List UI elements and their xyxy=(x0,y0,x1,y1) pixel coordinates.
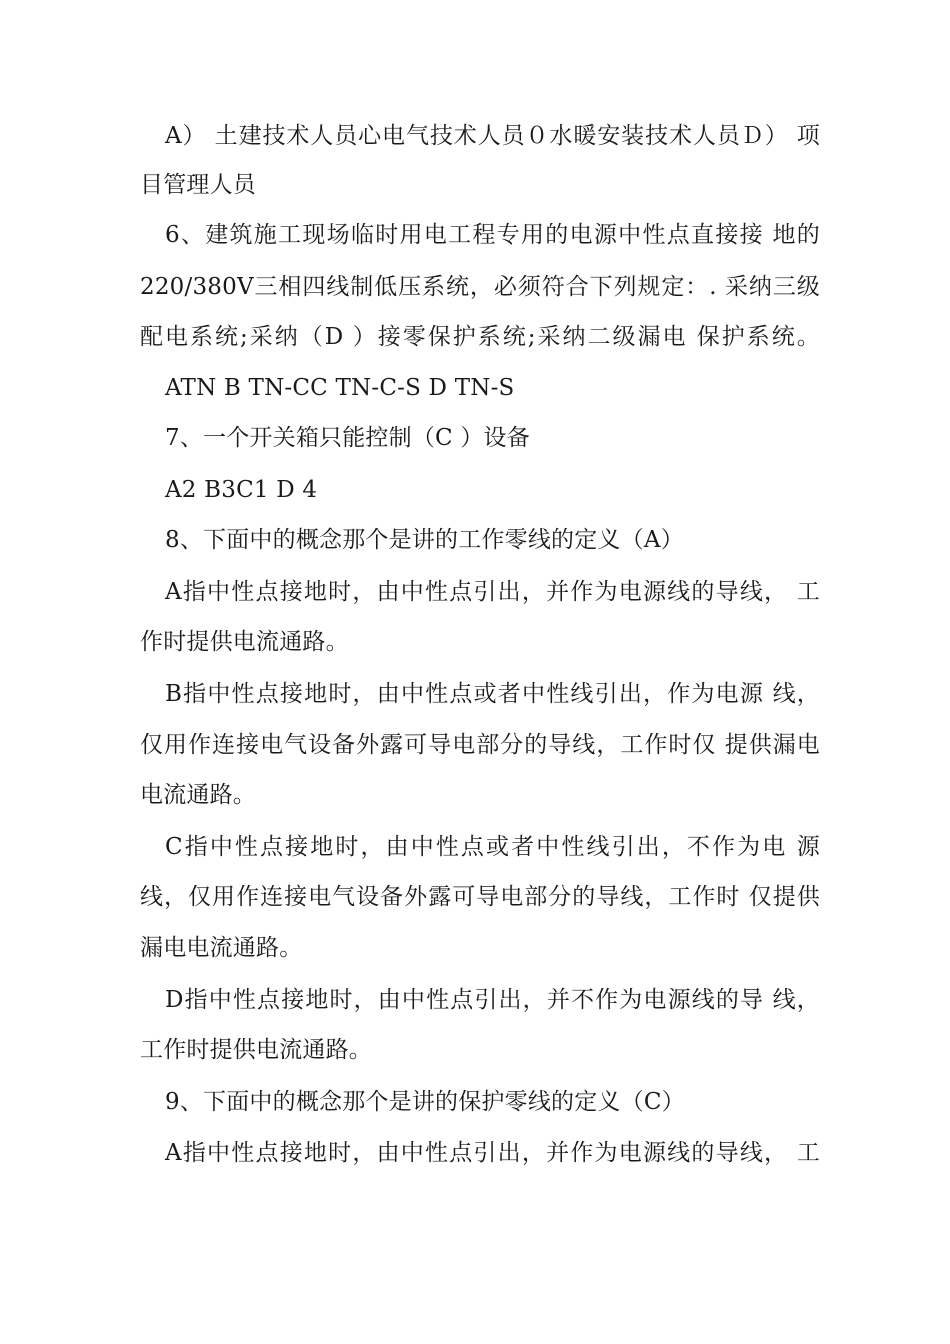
text-line: B指中性点接地时，由中性点或者中性线引出，作为电源 线， xyxy=(165,681,820,707)
text-line: ATN B TN-CC TN-C-S D TN-S xyxy=(165,375,515,401)
text-line: A） 土建技术人员心电气技术人员０水暖安装技术人员Ｄ） 项 xyxy=(165,123,820,149)
text-line: A指中性点接地时，由中性点引出，并作为电源线的导线， 工 xyxy=(165,1140,820,1166)
text-line: 8、下面中的概念那个是讲的工作零线的定义（A） xyxy=(165,527,684,553)
text-line: A2 B3C1 D 4 xyxy=(165,477,318,503)
text-line: 6、建筑施工现场临时用电工程专用的电源中性点直接接 地的 xyxy=(165,222,820,248)
text-line: A指中性点接地时，由中性点引出，并作为电源线的导线， 工 xyxy=(165,579,820,605)
text-line: 配电系统;采纳（D ）接零保护系统;采纳二级漏电 保护系统。 xyxy=(140,324,820,350)
text-line: 电流通路。 xyxy=(140,782,256,808)
text-line: 线，仅用作连接电气设备外露可导电部分的导线，工作时 仅提供 xyxy=(140,884,820,910)
text-line: 作时提供电流通路。 xyxy=(140,629,349,655)
text-line: 220/380V三相四线制低压系统，必须符合下列规定：. 采纳三级 xyxy=(140,274,820,300)
text-line: C指中性点接地时，由中性点或者中性线引出，不作为电 源 xyxy=(165,834,820,860)
text-line: 目管理人员 xyxy=(140,172,256,198)
text-line: 7、一个开关箱只能控制（C ）设备 xyxy=(165,425,530,451)
text-line: D指中性点接地时，由中性点引出，并不作为电源线的导 线， xyxy=(165,987,820,1013)
text-line: 漏电电流通路。 xyxy=(140,935,303,961)
text-line: 工作时提供电流通路。 xyxy=(140,1037,372,1063)
text-line: 仅用作连接电气设备外露可导电部分的导线，工作时仅 提供漏电 xyxy=(140,732,820,758)
text-line: 9、下面中的概念那个是讲的保护零线的定义（C） xyxy=(165,1089,685,1115)
